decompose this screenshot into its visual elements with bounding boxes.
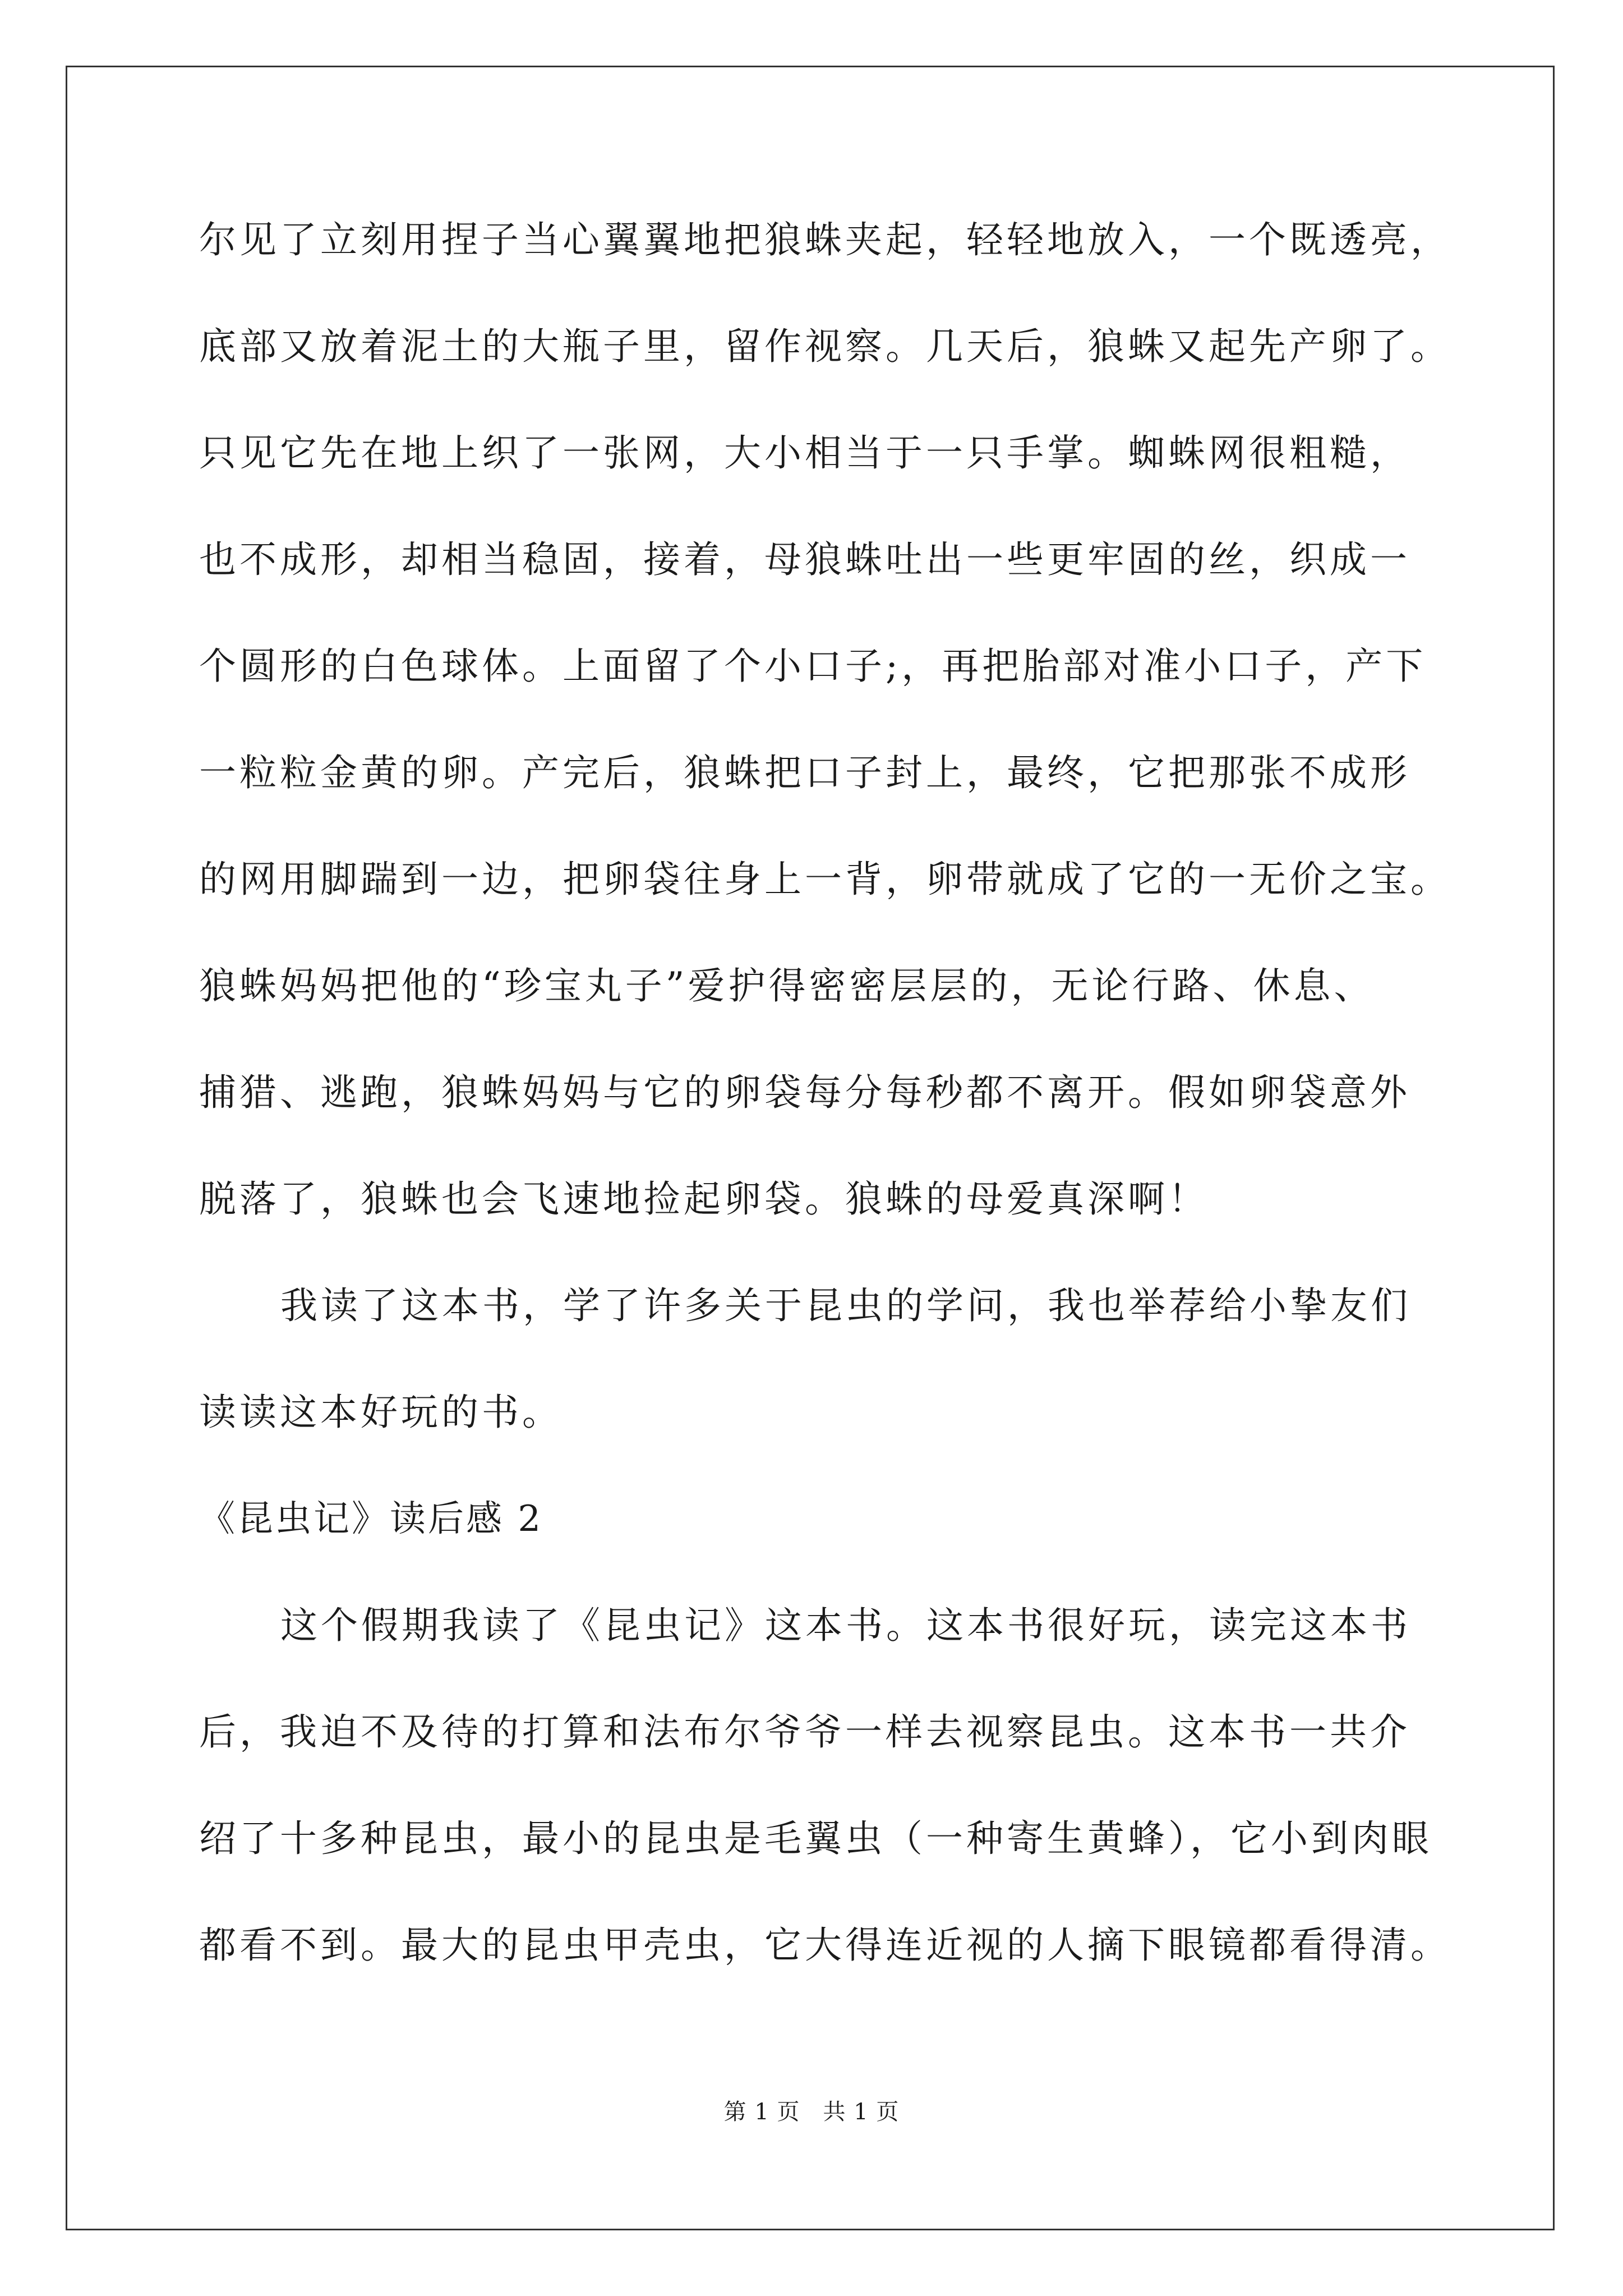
paragraph-first-line: 我读了这本书，学了许多关于昆虫的学问，我也举荐给小挚友们 bbox=[280, 1284, 1411, 1327]
text-line: 个圆形的白色球体。上面留了个小口子;，再把胎部对准小口子，产下 bbox=[199, 645, 1427, 688]
text-line: 只见它先在地上织了一张网，大小相当于一只手掌。蜘蛛网很粗糙， bbox=[199, 431, 1410, 475]
text-line: 都看不到。最大的昆虫甲壳虫，它大得连近视的人摘下眼镜都看得清。 bbox=[199, 1924, 1451, 1967]
paragraph-first-line: 这个假期我读了《昆虫记》这本书。这本书很好玩，读完这本书 bbox=[280, 1604, 1411, 1647]
text-line: 读读这本好玩的书。 bbox=[199, 1391, 562, 1434]
document-body bbox=[199, 218, 1461, 2033]
text-line: 一粒粒金黄的卵。产完后，狼蛛把口子封上，最终，它把那张不成形 bbox=[199, 751, 1410, 794]
text-line: 尔见了立刻用捏子当心翼翼地把狼蛛夹起，轻轻地放入，一个既透亮， bbox=[199, 218, 1451, 261]
text-line: 绍了十多种昆虫，最小的昆虫是毛翼虫（一种寄生黄蜂），它小到肉眼 bbox=[199, 1817, 1432, 1860]
text-line: 狼蛛妈妈把他的“珍宝丸子”爱护得密密层层的，无论行路、休息、 bbox=[199, 964, 1375, 1007]
section-heading: 《昆虫记》读后感 2 bbox=[199, 1498, 543, 1540]
text-line: 捕猎、逃跑，狼蛛妈妈与它的卵袋每分每秒都不离开。假如卵袋意外 bbox=[199, 1071, 1410, 1114]
page-footer: 第 1 页 共 1 页 bbox=[723, 2099, 900, 2125]
text-line: 底部又放着泥土的大瓶子里，留作视察。几天后，狼蛛又起先产卵了。 bbox=[199, 325, 1451, 368]
text-line: 也不成形，却相当稳固，接着，母狼蛛吐出一些更牢固的丝，织成一 bbox=[199, 538, 1410, 581]
text-line: 后，我迫不及待的打算和法布尔爷爷一样去视察昆虫。这本书一共介 bbox=[199, 1710, 1410, 1754]
text-line: 脱落了，狼蛛也会飞速地捡起卵袋。狼蛛的母爱真深啊！ bbox=[199, 1177, 1209, 1221]
text-line: 的网用脚踹到一边，把卵袋往身上一背，卵带就成了它的一无价之宝。 bbox=[199, 858, 1451, 901]
